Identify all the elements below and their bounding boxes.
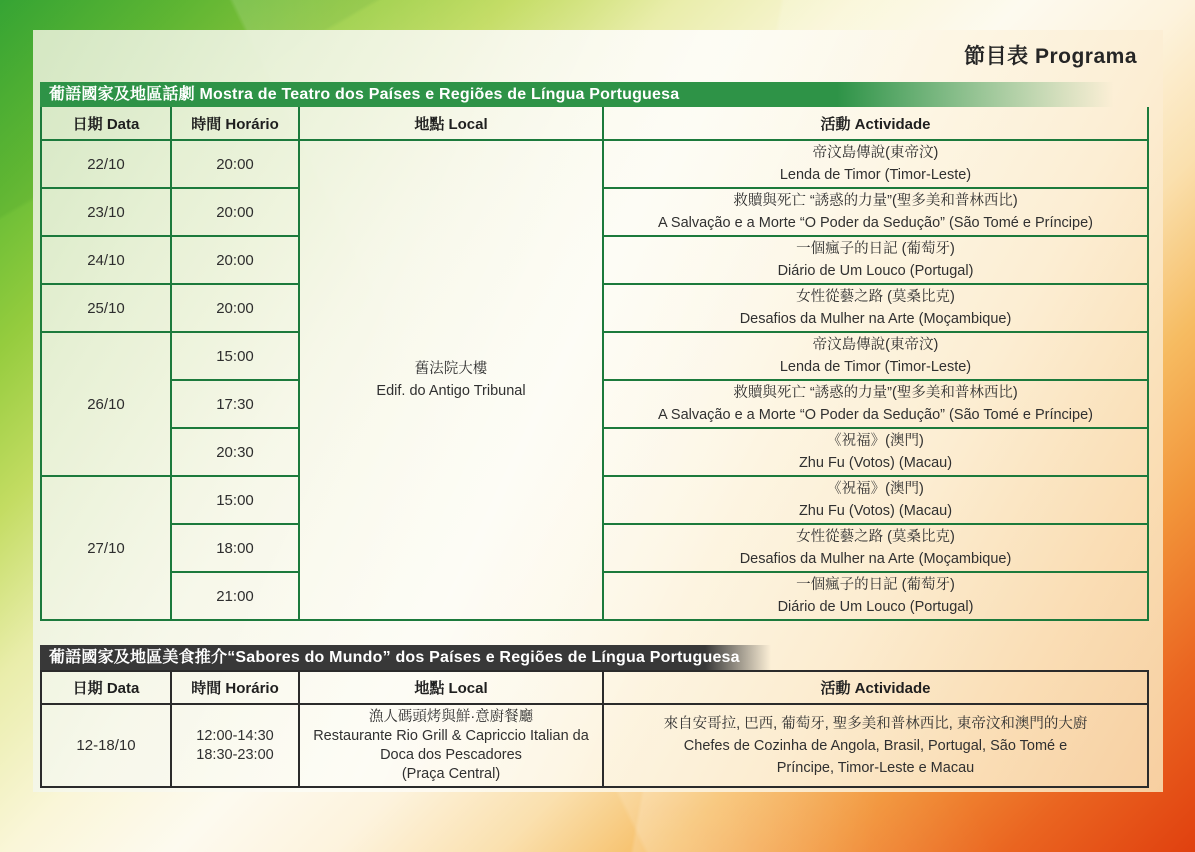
food-section (40, 645, 1147, 788)
activity-pt-line-2: Príncipe, Timor-Leste e Macau (776, 759, 975, 776)
date-cell: 25/10 (41, 284, 171, 332)
activity-cell (603, 704, 1148, 787)
activity-cell (603, 524, 1148, 572)
theatre-table (40, 107, 1149, 621)
time-cell: 20:30 (171, 428, 299, 476)
time-cell: 20:00 (171, 140, 299, 188)
header-date: 日期 Data (41, 107, 171, 140)
activity-pt: Lenda de Timor (Timor-Leste) (779, 167, 972, 183)
activity-zh: 女性從藝之路 (莫桑比克) (796, 289, 955, 305)
food-table (40, 670, 1149, 788)
venue-pt-line-2: Doca dos Pescadores (380, 746, 522, 763)
activity-zh: 女性從藝之路 (莫桑比克) (796, 529, 955, 545)
header-time: 時間 Horário (171, 107, 299, 140)
food-table-header (41, 671, 1148, 704)
date-cell: 27/10 (41, 476, 171, 620)
activity-pt: Zhu Fu (Votos) (Macau) (798, 455, 953, 471)
theatre-section-title: 葡語國家及地區話劇 Mostra de Teatro dos Países e Regiões de Língua Portuguesa (40, 82, 1147, 107)
time-cell: 18:00 (171, 524, 299, 572)
activity-zh: 一個瘋子的日記 (葡萄牙) (796, 241, 955, 257)
activity-zh: 《祝福》(澳門) (827, 481, 924, 497)
venue-pt-line-1: Restaurante Rio Grill & Capriccio Italian da (313, 727, 589, 744)
venue-pt: Edif. do Antigo Tribunal (376, 383, 526, 399)
header-time: 時間 Horário (171, 671, 299, 704)
time-cell: 21:00 (171, 572, 299, 620)
activity-pt-line-1: Chefes de Cozinha de Angola, Brasil, Portugal, São Tomé e (683, 737, 1068, 754)
header-activity: 活動 Actividade (603, 107, 1148, 140)
theatre-section (40, 82, 1147, 621)
activity-pt: Diário de Um Louco (Portugal) (777, 599, 974, 615)
date-cell: 12-18/10 (41, 704, 171, 787)
activity-pt: Desafios da Mulher na Arte (Moçambique) (739, 311, 1012, 327)
date-cell: 26/10 (41, 332, 171, 476)
header-date: 日期 Data (41, 671, 171, 704)
activity-cell (603, 188, 1148, 236)
time-line-2: 18:30-23:00 (196, 746, 274, 763)
activity-zh: 來自安哥拉, 巴西, 葡萄牙, 聖多美和普林西比, 東帝汶和澳門的大廚 (663, 715, 1088, 732)
time-cell: 17:30 (171, 380, 299, 428)
header-row (41, 107, 1148, 140)
activity-cell (603, 284, 1148, 332)
time-cell: 15:00 (171, 476, 299, 524)
table-row (41, 140, 1148, 188)
activity-cell (603, 476, 1148, 524)
activity-zh: 《祝福》(澳門) (827, 433, 924, 449)
activity-cell (603, 140, 1148, 188)
time-cell: 20:00 (171, 236, 299, 284)
header-row (41, 671, 1148, 704)
activity-cell (603, 572, 1148, 620)
activity-zh: 救贖與死亡 “誘惑的力量”(聖多美和普林西比) (733, 193, 1018, 209)
theatre-table-header (41, 107, 1148, 140)
header-local: 地點 Local (299, 671, 603, 704)
activity-pt: Diário de Um Louco (Portugal) (777, 263, 974, 279)
activity-zh: 帝汶島傳說(東帝汶) (812, 145, 939, 161)
activity-zh: 帝汶島傳說(東帝汶) (812, 337, 939, 353)
venue-zh: 漁人碼頭烤與鮮·意廚餐廳 (368, 708, 534, 725)
activity-zh: 一個瘋子的日記 (葡萄牙) (796, 577, 955, 593)
time-cell: 20:00 (171, 188, 299, 236)
date-cell: 24/10 (41, 236, 171, 284)
activity-cell (603, 380, 1148, 428)
time-cell (171, 704, 299, 787)
date-cell: 22/10 (41, 140, 171, 188)
activity-pt: Lenda de Timor (Timor-Leste) (779, 359, 972, 375)
time-cell: 15:00 (171, 332, 299, 380)
activity-zh: 救贖與死亡 “誘惑的力量”(聖多美和普林西比) (733, 385, 1018, 401)
venue-pt-line-3: (Praça Central) (401, 765, 501, 782)
header-activity: 活動 Actividade (603, 671, 1148, 704)
activity-pt: A Salvação e a Morte “O Poder da Sedução” (São Tomé e Príncipe) (658, 215, 1093, 231)
activity-pt: Zhu Fu (Votos) (Macau) (798, 503, 953, 519)
activity-cell (603, 332, 1148, 380)
food-section-title: 葡語國家及地區美食推介“Sabores do Mundo” dos Países e Regiões de Língua Portuguesa (40, 645, 771, 670)
activity-pt: A Salvação e a Morte “O Poder da Sedução” (São Tomé e Príncipe) (658, 407, 1093, 423)
table-row (41, 704, 1148, 787)
header-local: 地點 Local (299, 107, 603, 140)
content-panel (33, 30, 1163, 792)
venue-cell (299, 704, 603, 787)
date-cell: 23/10 (41, 188, 171, 236)
venue-cell (299, 140, 603, 620)
activity-pt: Desafios da Mulher na Arte (Moçambique) (739, 551, 1012, 567)
time-line-1: 12:00-14:30 (196, 727, 274, 744)
page-title: 節目表 Programa (964, 45, 1137, 68)
time-cell: 20:00 (171, 284, 299, 332)
activity-cell (603, 236, 1148, 284)
venue-zh: 舊法院大樓 (414, 361, 488, 377)
activity-cell (603, 428, 1148, 476)
